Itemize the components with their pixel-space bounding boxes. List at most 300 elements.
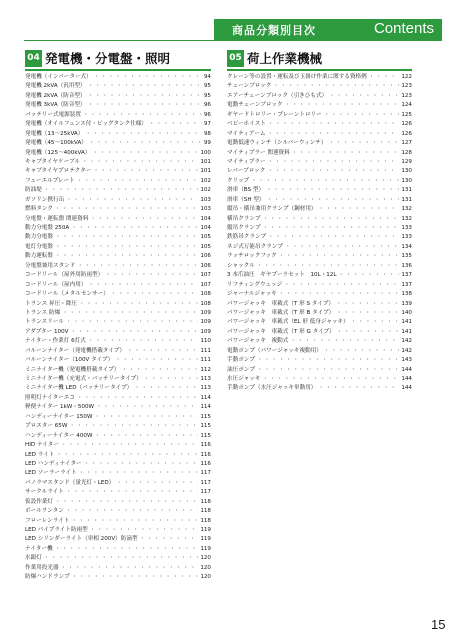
toc-entry-label: HID ナイター bbox=[25, 442, 59, 449]
section-05-column bbox=[227, 50, 412, 394]
toc-entry[interactable] bbox=[25, 366, 211, 375]
toc-entry-page: 137 bbox=[401, 281, 412, 288]
toc-leader-dots bbox=[81, 111, 202, 120]
toc-entry[interactable] bbox=[227, 130, 412, 139]
toc-entry[interactable] bbox=[227, 196, 412, 205]
toc-entry[interactable] bbox=[25, 233, 211, 242]
toc-leader-dots bbox=[265, 167, 399, 176]
toc-leader-dots bbox=[68, 328, 198, 337]
toc-entry-page: 130 bbox=[401, 168, 412, 175]
toc-leader-dots bbox=[282, 281, 399, 290]
toc-entry-label: パワージャッキ 車載式（T 形 B タイプ） bbox=[227, 309, 335, 316]
toc-leader-dots bbox=[42, 554, 199, 563]
toc-leader-dots bbox=[87, 139, 202, 148]
toc-entry-label: シャックル bbox=[227, 262, 255, 269]
toc-entry[interactable] bbox=[25, 290, 211, 299]
toc-entry[interactable] bbox=[25, 92, 211, 101]
toc-entry[interactable] bbox=[25, 422, 211, 431]
toc-leader-dots bbox=[54, 451, 198, 460]
toc-leader-dots bbox=[64, 318, 198, 327]
toc-leader-dots bbox=[119, 366, 198, 375]
toc-entry-page: 138 bbox=[401, 291, 412, 298]
toc-entry-page: 137 bbox=[401, 272, 412, 279]
toc-entry[interactable] bbox=[25, 309, 211, 318]
toc-entry[interactable] bbox=[25, 215, 211, 224]
toc-leader-dots bbox=[109, 290, 199, 299]
toc-entry-label: 電動チェーンブロック bbox=[227, 102, 283, 109]
toc-leader-dots bbox=[265, 130, 399, 139]
toc-entry-page: 95 bbox=[203, 92, 211, 99]
toc-entry-label: パワージャッキ 車載式（T 形 G タイプ） bbox=[227, 328, 335, 335]
toc-entry-label: 発電機（45～100kVA） bbox=[25, 140, 87, 147]
toc-entry[interactable] bbox=[227, 167, 412, 176]
toc-entry-label: 動力分電盤 250A bbox=[25, 225, 70, 231]
toc-entry-label: 滑車（SH 型） bbox=[227, 196, 265, 203]
toc-entry-page: 120 bbox=[200, 574, 211, 581]
toc-entry[interactable] bbox=[25, 243, 211, 252]
toc-leader-dots bbox=[283, 101, 400, 110]
toc-entry-page: 126 bbox=[401, 121, 412, 128]
toc-leader-dots bbox=[334, 300, 399, 309]
toc-entry-page: 107 bbox=[200, 272, 211, 279]
toc-leader-dots bbox=[91, 167, 198, 176]
toc-entry[interactable] bbox=[25, 498, 211, 507]
toc-entry-label: ボールランタン bbox=[25, 508, 64, 515]
toc-entry[interactable] bbox=[227, 215, 412, 224]
toc-entry[interactable] bbox=[25, 224, 211, 233]
toc-entry-page: 132 bbox=[401, 215, 412, 222]
toc-entry-label: 発電機（125～400kVA） bbox=[25, 149, 91, 156]
toc-entry[interactable] bbox=[25, 479, 211, 488]
toc-entry[interactable] bbox=[25, 167, 211, 176]
toc-entry[interactable] bbox=[227, 309, 412, 318]
toc-leader-dots bbox=[53, 545, 199, 554]
toc-entry-label: 鉄筋吊クランプ bbox=[227, 234, 267, 241]
toc-entry-page: 108 bbox=[200, 300, 211, 307]
toc-entry[interactable] bbox=[25, 252, 211, 261]
toc-entry-page: 143 bbox=[401, 357, 412, 364]
toc-leader-dots bbox=[86, 82, 202, 91]
toc-entry[interactable] bbox=[227, 177, 412, 186]
toc-entry-label: 発電機（13～25kVA） bbox=[25, 130, 84, 137]
toc-entry[interactable] bbox=[25, 564, 211, 573]
toc-entry-page: 94 bbox=[203, 74, 211, 80]
toc-entry-label: フローレンライト bbox=[25, 517, 70, 524]
toc-entry-page: 118 bbox=[200, 508, 211, 515]
toc-entry[interactable] bbox=[25, 337, 211, 346]
toc-leader-dots bbox=[90, 149, 198, 158]
toc-entry[interactable] bbox=[25, 384, 211, 393]
toc-entry[interactable] bbox=[25, 554, 211, 563]
toc-entry[interactable] bbox=[227, 262, 412, 271]
toc-entry-label: サークルライト bbox=[25, 489, 64, 496]
toc-leader-dots bbox=[283, 243, 399, 252]
toc-entry[interactable] bbox=[227, 158, 412, 167]
toc-entry-label: ナイター・作業灯 6灯式 bbox=[25, 338, 86, 345]
toc-entry-page: 100 bbox=[200, 149, 211, 156]
toc-entry[interactable] bbox=[227, 290, 412, 299]
toc-entry[interactable] bbox=[25, 375, 211, 384]
toc-entry-page: 109 bbox=[200, 319, 211, 326]
toc-leader-dots bbox=[316, 384, 399, 393]
toc-leader-dots bbox=[288, 337, 399, 346]
toc-entry-label: LED シリンダーライト（単相 200V）防滴型 bbox=[25, 536, 138, 543]
toc-entry[interactable] bbox=[25, 432, 211, 441]
toc-leader-dots bbox=[75, 262, 198, 271]
toc-entry-page: 108 bbox=[200, 291, 211, 298]
toc-entry[interactable] bbox=[25, 196, 211, 205]
toc-entry[interactable] bbox=[227, 82, 412, 91]
toc-leader-dots bbox=[77, 469, 199, 478]
toc-entry-page: 144 bbox=[401, 385, 412, 392]
toc-entry[interactable] bbox=[227, 300, 412, 309]
toc-leader-dots bbox=[60, 309, 198, 318]
toc-leader-dots bbox=[53, 252, 198, 261]
toc-entry-label: 手動ポンプ（水圧ジャッキ単動用） bbox=[227, 385, 317, 392]
toc-entry[interactable] bbox=[227, 271, 412, 280]
toc-entry-label: パワージャッキ 車載式（EL 形 低身ジャッキ） bbox=[227, 319, 349, 326]
toc-entry[interactable] bbox=[227, 318, 412, 327]
toc-leader-dots bbox=[94, 403, 198, 412]
toc-entry-page: 120 bbox=[200, 564, 211, 571]
toc-entry-page: 123 bbox=[401, 92, 412, 99]
toc-entry[interactable] bbox=[25, 328, 211, 337]
toc-entry-page: 144 bbox=[401, 376, 412, 382]
toc-leader-dots bbox=[337, 271, 400, 280]
section-04-rule bbox=[25, 69, 211, 71]
toc-entry-label: LED ハンディナイター bbox=[25, 460, 82, 467]
toc-entry-page: 112 bbox=[200, 366, 211, 373]
toc-entry-label: コードリール（屋内用） bbox=[25, 281, 87, 288]
toc-leader-dots bbox=[277, 252, 400, 261]
toc-entry[interactable] bbox=[227, 92, 412, 101]
toc-leader-dots bbox=[103, 271, 198, 280]
toc-entry-page: 113 bbox=[200, 385, 211, 392]
toc-entry-label: ギヤードトロリー・プレーントロリー bbox=[227, 111, 322, 118]
toc-entry-page: 144 bbox=[401, 366, 412, 373]
toc-entry-page: 115 bbox=[200, 432, 211, 439]
toc-entry[interactable] bbox=[227, 73, 412, 82]
toc-entry-page: 104 bbox=[200, 215, 211, 222]
toc-leader-dots bbox=[277, 290, 400, 299]
toc-leader-dots bbox=[255, 262, 400, 271]
toc-entry-page: 115 bbox=[200, 423, 211, 430]
toc-leader-dots bbox=[67, 422, 198, 431]
toc-entry-label: 縦吊・横吊兼用クランプ（鋼材用） bbox=[227, 206, 317, 213]
toc-entry[interactable] bbox=[25, 403, 211, 412]
toc-entry-label: ミニナイター機（発電機搭載タイプ） bbox=[25, 366, 120, 373]
toc-entry[interactable] bbox=[227, 252, 412, 261]
toc-entry[interactable] bbox=[25, 347, 211, 356]
toc-entry-label: 分電盤・運転盤 関連資料 bbox=[25, 215, 89, 222]
toc-entry-label: パワージャッキ 複動式 bbox=[227, 338, 289, 345]
section-05-heading bbox=[227, 50, 412, 68]
toc-entry-page: 140 bbox=[401, 309, 412, 316]
toc-entry-page: 101 bbox=[200, 158, 211, 165]
toc-entry-page: 104 bbox=[200, 225, 211, 231]
toc-entry[interactable] bbox=[25, 441, 211, 450]
toc-entry[interactable] bbox=[227, 101, 412, 110]
toc-leader-dots bbox=[334, 309, 399, 318]
toc-entry-page: 125 bbox=[401, 111, 412, 118]
toc-entry-label: キャブタイヤケーブル bbox=[25, 158, 80, 165]
toc-entry[interactable] bbox=[227, 281, 412, 290]
toc-entry-label: レバーブロック bbox=[227, 168, 266, 175]
toc-leader-dots bbox=[113, 356, 198, 365]
toc-entry-page: 123 bbox=[401, 83, 412, 90]
toc-entry-page: 134 bbox=[401, 243, 412, 250]
toc-entry-page: 130 bbox=[401, 177, 412, 184]
toc-entry-label: マイティプラー bbox=[227, 158, 266, 165]
toc-entry[interactable] bbox=[25, 139, 211, 148]
toc-entry-label: 燃料タンク bbox=[25, 206, 53, 213]
toc-entry-page: 102 bbox=[200, 177, 211, 184]
toc-entry[interactable] bbox=[227, 347, 412, 356]
toc-entry-label: 油圧ポンプ bbox=[227, 366, 255, 373]
toc-entry-page: 109 bbox=[200, 328, 211, 335]
toc-leader-dots bbox=[367, 73, 400, 82]
toc-entry-label: クリップ bbox=[227, 177, 250, 184]
toc-entry[interactable] bbox=[25, 469, 211, 478]
toc-entry-page: 103 bbox=[200, 196, 211, 203]
toc-leader-dots bbox=[69, 517, 198, 526]
toc-leader-dots bbox=[249, 177, 399, 186]
toc-entry-label: 発電機（オイルフェンス付・ビッグタンク仕様） bbox=[25, 121, 147, 128]
toc-leader-dots bbox=[255, 356, 399, 365]
toc-leader-dots bbox=[83, 130, 202, 139]
toc-entry[interactable] bbox=[25, 394, 211, 403]
toc-entry[interactable] bbox=[25, 130, 211, 139]
toc-entry-label: ミニナイター機（充電式・バッテリータイプ） bbox=[25, 376, 142, 382]
toc-entry[interactable] bbox=[227, 337, 412, 346]
section-05-title: 荷上作業機械 bbox=[247, 51, 323, 66]
toc-entry-label: 防油堤 bbox=[25, 187, 42, 194]
toc-leader-dots bbox=[261, 215, 400, 224]
toc-entry-page: 96 bbox=[203, 111, 211, 118]
toc-leader-dots bbox=[142, 375, 198, 384]
toc-leader-dots bbox=[322, 347, 399, 356]
toc-entry[interactable] bbox=[25, 186, 211, 195]
toc-entry[interactable] bbox=[25, 120, 211, 129]
toc-entry-page: 119 bbox=[200, 527, 211, 533]
toc-entry[interactable] bbox=[25, 149, 211, 158]
toc-leader-dots bbox=[93, 432, 199, 441]
toc-entry[interactable] bbox=[227, 328, 412, 337]
toc-entry-page: 116 bbox=[200, 442, 211, 449]
toc-entry-label: 発電機 2kVA（防音型） bbox=[25, 92, 86, 99]
toc-entry-page: 107 bbox=[200, 281, 211, 288]
toc-entry-label: コードリール（屋外用防雨型） bbox=[25, 272, 104, 279]
toc-entry-label: 照明灯ナイターエコ bbox=[25, 394, 75, 401]
toc-entry[interactable] bbox=[25, 535, 211, 544]
toc-entry[interactable] bbox=[25, 517, 211, 526]
toc-entry-page: 106 bbox=[200, 253, 211, 260]
toc-entry-page: 131 bbox=[401, 196, 412, 203]
toc-entry-page: 133 bbox=[401, 225, 412, 231]
toc-entry-label: 横吊クランプ bbox=[227, 215, 261, 222]
toc-entry[interactable] bbox=[25, 82, 211, 91]
toc-entry[interactable] bbox=[25, 507, 211, 516]
toc-entry-page: 110 bbox=[200, 338, 211, 345]
section-05-badge: 05 bbox=[227, 50, 244, 67]
toc-entry[interactable] bbox=[25, 101, 211, 110]
toc-entry[interactable] bbox=[25, 451, 211, 460]
toc-leader-dots bbox=[80, 158, 198, 167]
toc-entry[interactable] bbox=[227, 375, 412, 384]
section-04-badge: 04 bbox=[25, 50, 42, 67]
toc-entry[interactable] bbox=[227, 186, 412, 195]
toc-entry[interactable] bbox=[227, 384, 412, 393]
toc-entry-page: 97 bbox=[203, 121, 211, 128]
toc-leader-dots bbox=[86, 101, 202, 110]
toc-entry-label: フューエルプレート bbox=[25, 177, 75, 184]
toc-entry-page: 131 bbox=[401, 187, 412, 194]
toc-entry-page: 119 bbox=[200, 545, 211, 552]
toc-entry[interactable] bbox=[227, 205, 412, 214]
toc-entry-label: 3 本爪油圧 ギヤプーラセット 10L・12L bbox=[227, 272, 337, 279]
toc-entry-label: 水銀灯 bbox=[25, 555, 42, 562]
toc-entry[interactable] bbox=[25, 177, 211, 186]
toc-entry-label: LED ソーラーライト bbox=[25, 470, 77, 477]
toc-leader-dots bbox=[82, 460, 199, 469]
toc-entry[interactable] bbox=[25, 271, 211, 280]
toc-entry[interactable] bbox=[25, 356, 211, 365]
toc-entry[interactable] bbox=[25, 573, 211, 582]
toc-entry-page: 127 bbox=[401, 140, 412, 147]
toc-entry-page: 133 bbox=[401, 234, 412, 241]
toc-entry-page: 132 bbox=[401, 206, 412, 213]
header-title-en: Contents bbox=[373, 20, 434, 37]
toc-leader-dots bbox=[53, 205, 198, 214]
toc-entry-label: クレーン等の設置・運転及び玉掛け作業に関する資格例 bbox=[227, 74, 367, 80]
toc-entry-label: 電灯分電盤 bbox=[25, 243, 53, 250]
toc-leader-dots bbox=[322, 111, 400, 120]
toc-entry-label: 手動ポンプ bbox=[227, 357, 255, 364]
toc-entry[interactable] bbox=[227, 366, 412, 375]
toc-entry-page: 117 bbox=[200, 470, 211, 477]
toc-entry[interactable] bbox=[227, 149, 412, 158]
toc-entry-page: 102 bbox=[200, 187, 211, 194]
toc-entry-page: 126 bbox=[401, 130, 412, 137]
toc-entry-page: 113 bbox=[200, 376, 211, 382]
toc-entry-label: ベビーホイスト bbox=[227, 121, 266, 128]
toc-leader-dots bbox=[138, 535, 199, 544]
toc-entry-page: 105 bbox=[200, 234, 211, 241]
toc-leader-dots bbox=[266, 233, 399, 242]
toc-entry-page: 135 bbox=[401, 253, 412, 260]
toc-leader-dots bbox=[64, 507, 198, 516]
toc-leader-dots bbox=[93, 413, 199, 422]
toc-leader-dots bbox=[335, 328, 400, 337]
toc-entry-page: 111 bbox=[200, 357, 211, 364]
toc-entry-label: LED ライト bbox=[25, 451, 55, 458]
toc-leader-dots bbox=[255, 366, 399, 375]
toc-entry[interactable] bbox=[25, 158, 211, 167]
toc-entry[interactable] bbox=[25, 318, 211, 327]
toc-entry[interactable] bbox=[25, 205, 211, 214]
toc-entry-label: 動力運転盤 bbox=[25, 253, 53, 260]
toc-entry-page: 115 bbox=[200, 413, 211, 420]
toc-leader-dots bbox=[265, 196, 400, 205]
toc-leader-dots bbox=[64, 488, 198, 497]
toc-entry-label: 軽便ナイター 1kW・500W bbox=[25, 404, 95, 411]
toc-entry-label: 電動ポンプ（パワージャッキ複動用） bbox=[227, 347, 322, 354]
toc-leader-dots bbox=[59, 441, 198, 450]
toc-entry-page: 118 bbox=[200, 498, 211, 505]
toc-entry-page: 105 bbox=[200, 243, 211, 250]
toc-entry-label: ラッチロックフック bbox=[227, 253, 277, 260]
toc-leader-dots bbox=[290, 149, 400, 158]
toc-entry-page: 95 bbox=[203, 83, 211, 90]
toc-entry-label: 発電機（インバーター式） bbox=[25, 74, 92, 80]
toc-entry-label: 電動低速ウィンチ（シルバーウィンチ） bbox=[227, 140, 327, 147]
toc-entry[interactable] bbox=[227, 224, 412, 233]
toc-entry[interactable] bbox=[25, 545, 211, 554]
toc-entry-label: トランスリール bbox=[25, 319, 64, 326]
header-title-jp: 商品分類別目次 bbox=[232, 24, 316, 37]
toc-leader-dots bbox=[326, 139, 399, 148]
toc-leader-dots bbox=[86, 281, 198, 290]
toc-entry-page: 124 bbox=[401, 102, 412, 109]
page-number: 15 bbox=[431, 617, 446, 632]
toc-entry[interactable] bbox=[25, 526, 211, 535]
toc-leader-dots bbox=[86, 92, 202, 101]
toc-entry-label: エアーチェーンブロック（引きひも式） bbox=[227, 92, 328, 99]
toc-entry-page: 122 bbox=[401, 74, 412, 80]
toc-entry-label: ナイター機 bbox=[25, 545, 53, 552]
toc-leader-dots bbox=[317, 205, 400, 214]
toc-entry-label: ガソリン携行缶 bbox=[25, 196, 65, 203]
toc-entry[interactable] bbox=[25, 73, 211, 82]
toc-entry[interactable] bbox=[25, 262, 211, 271]
toc-entry[interactable] bbox=[25, 111, 211, 120]
toc-entry[interactable] bbox=[227, 243, 412, 252]
toc-entry-label: ミニナイター機 LED（バッテリータイプ） bbox=[25, 385, 133, 392]
toc-leader-dots bbox=[86, 337, 198, 346]
toc-entry[interactable] bbox=[227, 120, 412, 129]
toc-entry-label: ハンディーナイター 150W bbox=[25, 413, 93, 420]
toc-entry[interactable] bbox=[25, 300, 211, 309]
toc-entry-label: チェーンブロック bbox=[227, 83, 272, 90]
toc-entry-page: 103 bbox=[200, 206, 211, 213]
toc-entry-label: LED パイプライト防雨型 bbox=[25, 527, 88, 533]
toc-entry[interactable] bbox=[227, 233, 412, 242]
toc-entry[interactable] bbox=[227, 139, 412, 148]
toc-entry-label: キャブタイヤプロテクター bbox=[25, 168, 92, 175]
toc-entry[interactable] bbox=[227, 111, 412, 120]
toc-entry-label: 発電機 3kVA（防音型） bbox=[25, 102, 86, 109]
toc-entry-page: 99 bbox=[203, 140, 211, 147]
toc-entry-page: 111 bbox=[200, 347, 211, 354]
toc-leader-dots bbox=[59, 564, 199, 573]
toc-entry-page: 109 bbox=[200, 309, 211, 316]
toc-entry-label: 分電盤兼用スタンド bbox=[25, 262, 76, 269]
toc-entry[interactable] bbox=[25, 488, 211, 497]
toc-entry-label: コードリール（メタルセンサー） bbox=[25, 291, 109, 298]
toc-leader-dots bbox=[266, 158, 400, 167]
toc-entry[interactable] bbox=[25, 460, 211, 469]
toc-entry[interactable] bbox=[25, 413, 211, 422]
toc-entry-page: 101 bbox=[200, 168, 211, 175]
toc-entry-label: トランス 防爆 bbox=[25, 309, 61, 316]
toc-leader-dots bbox=[53, 243, 198, 252]
toc-entry[interactable] bbox=[227, 356, 412, 365]
toc-leader-dots bbox=[64, 196, 198, 205]
toc-leader-dots bbox=[42, 186, 199, 195]
toc-entry-page: 114 bbox=[200, 394, 211, 401]
toc-entry-page: 116 bbox=[200, 460, 211, 467]
toc-entry[interactable] bbox=[25, 281, 211, 290]
